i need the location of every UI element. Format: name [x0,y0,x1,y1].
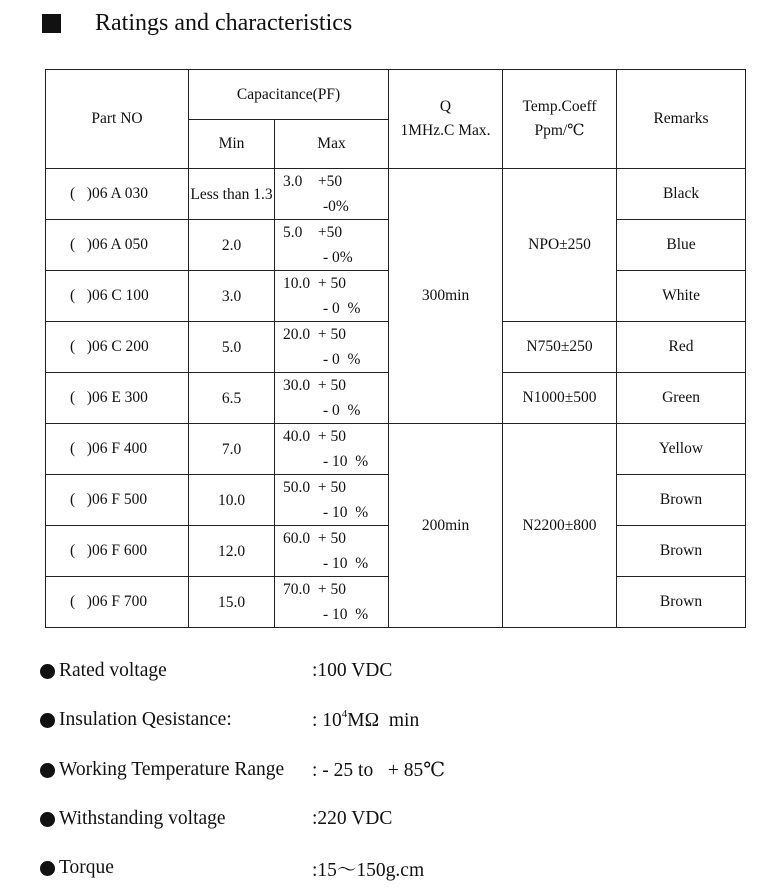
header-temp-line2: Ppm/℃ [534,122,585,139]
table-row [46,169,746,220]
min-cell: Less than 1.3 [189,169,275,220]
max-bottom: -0% [323,198,349,215]
part-paren: ( [70,440,76,457]
max-cell [275,577,389,628]
min-cell: 3.0 [189,271,275,322]
bullet-dot-icon [40,861,55,876]
part-paren: ( [70,338,76,355]
part-code: )06 F 500 [86,491,148,508]
property-value: :220 VDC [312,808,393,829]
section-heading [42,8,352,38]
part-no-cell [46,475,189,526]
property-value [312,708,419,732]
part-code: )06 C 200 [86,338,149,355]
part-no-cell [46,577,189,628]
part-code: )06 C 100 [86,287,149,304]
max-cell [275,220,389,271]
q-cell: 200min [389,424,503,628]
max-top: 40.0 + 50 [283,428,346,445]
header-q-line1: Q [439,98,452,115]
max-bottom: - 10 % [323,453,369,470]
part-no-cell [46,424,189,475]
max-bottom: - 0% [323,249,353,266]
max-bottom: - 10 % [323,504,369,521]
min-cell: 5.0 [189,322,275,373]
header-remarks: Remarks [617,70,746,169]
temp-coeff-cell: N750±250 [503,322,617,373]
max-top: 30.0 + 50 [283,377,346,394]
property-value: :100 VDC [312,660,393,681]
part-paren: ( [70,389,76,406]
property-label: Torque [59,857,114,878]
part-code: )06 A 030 [86,185,148,202]
part-paren: ( [70,185,76,202]
value-prefix: : 10 [312,710,342,731]
max-cell [275,271,389,322]
part-code: )06 F 700 [86,593,148,610]
part-code: )06 E 300 [86,389,148,406]
part-code: )06 F 600 [86,542,148,559]
part-paren: ( [70,542,76,559]
header-q [389,70,503,169]
max-bottom: - 10 % [323,606,369,623]
value-suffix: MΩ min [347,710,420,731]
max-bottom: - 10 % [323,555,369,572]
property-value: :15～150g.cm [312,860,425,881]
part-paren: ( [70,491,76,508]
value-exponent: 4 [341,708,348,720]
header-temp-line1: Temp.Coeff [522,98,597,115]
max-cell [275,526,389,577]
part-paren: ( [70,287,76,304]
min-cell: 15.0 [189,577,275,628]
header-min: Min [189,120,275,169]
remarks-cell: Brown [617,475,746,526]
bullet-dot-icon [40,664,55,679]
remarks-cell: Blue [617,220,746,271]
remarks-cell: Red [617,322,746,373]
part-no-cell [46,169,189,220]
max-bottom: - 0 % [323,402,361,419]
temp-coeff-cell: NPO±250 [503,169,617,322]
property-label: Withstanding voltage [59,808,226,829]
bullet-dot-icon [40,763,55,778]
remarks-cell: Green [617,373,746,424]
max-top: 70.0 + 50 [283,581,346,598]
min-cell: 7.0 [189,424,275,475]
section-title: Ratings and characteristics [95,9,353,36]
remarks-cell: Brown [617,526,746,577]
max-top: 60.0 + 50 [283,530,346,547]
temp-coeff-cell: N1000±500 [503,373,617,424]
header-capacitance: Capacitance(PF) [189,70,389,120]
max-top: 5.0 +50 [283,224,343,241]
header-temp-coeff [503,70,617,169]
min-cell: 6.5 [189,373,275,424]
max-top: 20.0 + 50 [283,326,346,343]
part-code: )06 F 400 [86,440,148,457]
property-label: Working Temperature Range [59,759,285,780]
min-cell: 12.0 [189,526,275,577]
part-paren: ( [70,593,76,610]
part-code: )06 A 050 [86,236,148,253]
remarks-cell: Brown [617,577,746,628]
max-top: 3.0 +50 [283,173,343,190]
part-no-cell [46,220,189,271]
header-max: Max [275,120,389,169]
max-cell [275,322,389,373]
max-bottom: - 0 % [323,351,361,368]
max-bottom: - 0 % [323,300,361,317]
part-no-cell [46,526,189,577]
q-cell: 300min [389,169,503,424]
part-no-cell [46,373,189,424]
remarks-cell: Black [617,169,746,220]
property-temperature-range [40,755,446,785]
part-paren: ( [70,236,76,253]
header-part-no: Part NO [46,70,189,169]
min-cell: 2.0 [189,220,275,271]
max-cell [275,169,389,220]
property-rated-voltage [40,656,393,686]
property-withstanding-voltage [40,804,393,834]
remarks-cell: White [617,271,746,322]
temp-coeff-cell: N2200±800 [503,424,617,628]
max-cell [275,373,389,424]
max-top: 10.0 + 50 [283,275,346,292]
table-row [46,424,746,475]
max-cell [275,475,389,526]
bullet-dot-icon [40,713,55,728]
property-label: Rated voltage [59,660,167,681]
filled-square-icon [42,14,61,33]
property-torque [40,853,425,883]
part-no-cell [46,322,189,373]
property-label: Insulation Qesistance: [59,709,232,730]
ratings-table [45,69,746,628]
max-cell [275,424,389,475]
bullet-dot-icon [40,812,55,827]
max-top: 50.0 + 50 [283,479,346,496]
part-no-cell [46,271,189,322]
header-q-line2: 1MHz.C Max. [400,122,491,139]
min-cell: 10.0 [189,475,275,526]
property-value: : - 25 to + 85℃ [312,760,446,781]
remarks-cell: Yellow [617,424,746,475]
